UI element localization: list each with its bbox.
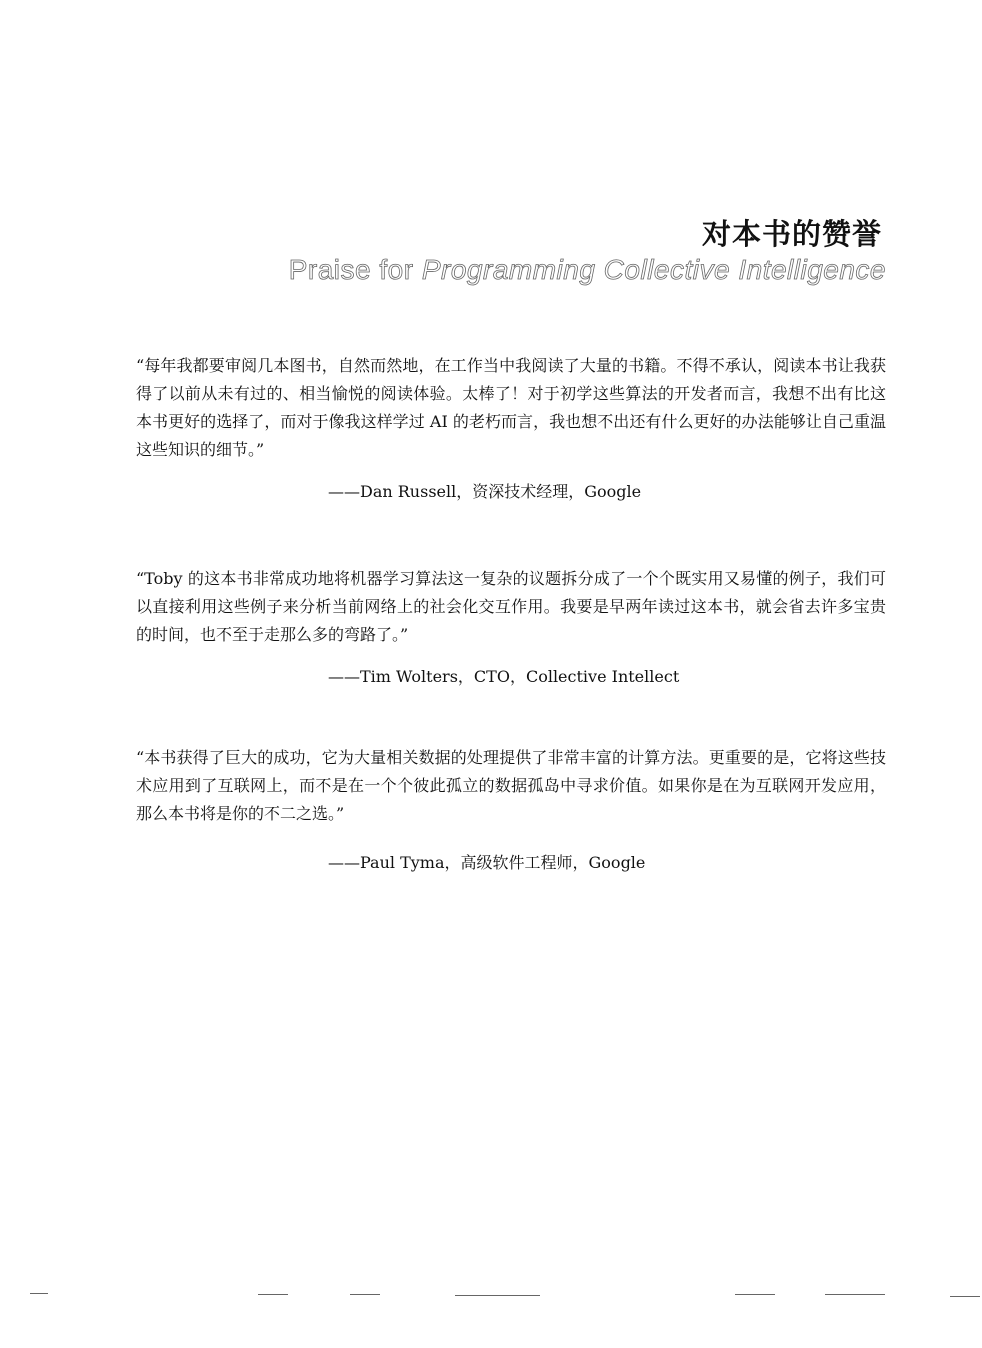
quote-2-text: “Toby 的这本书非常成功地将机器学习算法这一复杂的议题拆分成了一个个既实用又易懂的例子，我们可以直接利用这些例子来分析当前网络上的社会化交互作用。我要是早两年读过这本书，就会省去许多宝贵的时间，也不至于走那么多的弯路了。”: [136, 569, 886, 644]
scan-artifact: [825, 1294, 885, 1295]
quote-3-text: “本书获得了巨大的成功，它为大量相关数据的处理提供了非常丰富的计算方法。更重要的是，它将这些技术应用到了互联网上，而不是在一个个彼此孤立的数据孤岛中寻求价值。如果你是在为互联网开发应用，那么本书将是你的不二之选。”: [136, 748, 886, 823]
quote-2-attribution: ——Tim Wolters，CTO，Collective Intellect: [328, 667, 680, 686]
quote-1-attribution: ——Dan Russell，资深技术经理，Google: [328, 482, 642, 501]
scan-artifact: [350, 1294, 380, 1295]
scan-artifact: [455, 1295, 540, 1296]
subtitle-prefix: Praise for: [288, 254, 422, 285]
subtitle-book-title: Programming Collective Intelligence: [421, 254, 886, 285]
scan-artifact: [258, 1294, 288, 1295]
page-subtitle-english: [289, 254, 886, 286]
quote-3-attribution: ——Paul Tyma，高级软件工程师，Google: [328, 853, 646, 872]
scan-artifact: [30, 1293, 48, 1294]
quote-1-text: “每年我都要审阅几本图书，自然而然地，在工作当中我阅读了大量的书籍。不得不承认，阅读本书让我获得了以前从未有过的、相当愉悦的阅读体验。太棒了！对于初学这些算法的开发者而言，我想不出有比这本书更好的选择了，而对于像我这样学过 AI 的老朽而言，我也想不出还有什么更好的办法能够让自己重温这些知识的细节。”: [136, 356, 886, 459]
scan-artifact: [735, 1294, 775, 1295]
scan-artifact: [950, 1296, 980, 1297]
page-title-chinese: 对本书的赞誉: [701, 217, 882, 251]
